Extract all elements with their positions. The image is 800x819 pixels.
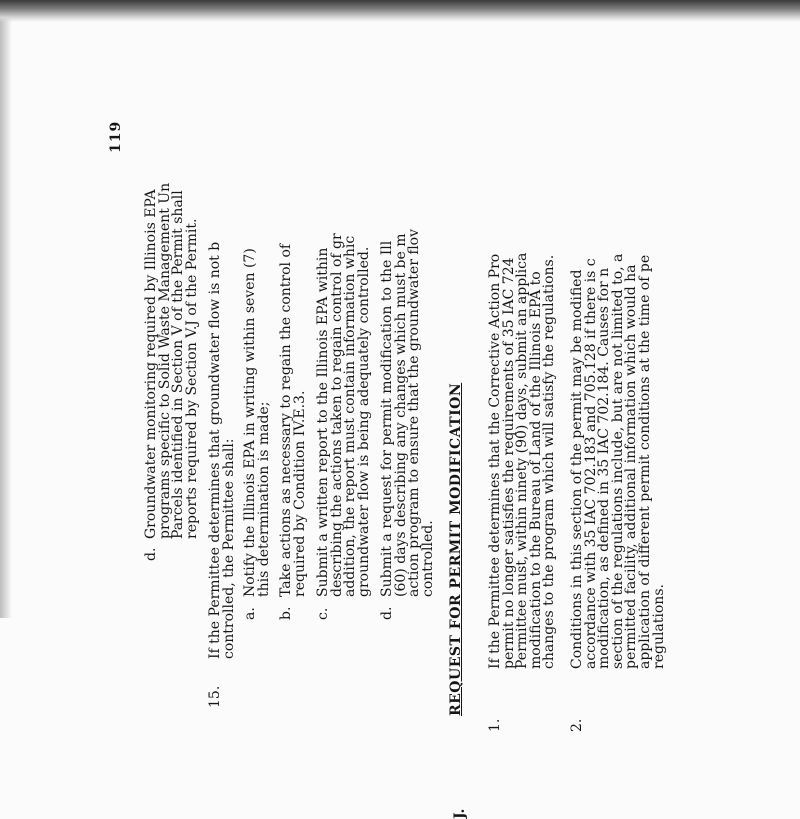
text-line: section of the regulations include, but are not limited to, a xyxy=(609,253,626,669)
text-line: Permittee must, within ninety (90) days, submit an applica xyxy=(514,252,531,669)
text-line: If the Permittee determines that groundwater flow is not b xyxy=(207,241,223,659)
item-15-text xyxy=(209,242,236,659)
text-line: Take actions as necessary to regain the control of xyxy=(278,243,294,597)
subitem-c-text xyxy=(317,233,371,597)
text-line: accordance with 35 IAC 702.183 and 705.128 if there is c xyxy=(582,258,599,669)
document-page xyxy=(100,109,800,819)
text-line: changes to the program which will satisfy the regulations. xyxy=(541,254,558,669)
scan-shadow xyxy=(0,0,800,22)
subitem-a-text xyxy=(244,248,271,597)
section-j-letter: J. xyxy=(452,808,468,819)
text-line: Notify the Illinois EPA in writing within seven (7) xyxy=(242,248,258,597)
text-line: modification to the Bureau of Land of the Illinois EPA to xyxy=(527,271,544,669)
text-line: controlled, the Permittee shall: xyxy=(220,438,237,659)
text-line: this determination is made; xyxy=(255,401,272,597)
subitem-b-text xyxy=(280,244,307,597)
page-number: 119 xyxy=(108,120,124,153)
text-line: reports required by Section V.J of the Permit. xyxy=(183,218,200,539)
section-j-item-1-text xyxy=(489,253,557,669)
text-line: Conditions in this section of the permit may be modified xyxy=(569,269,585,669)
text-line: Parcels identified in Section V of the Permit shall xyxy=(170,190,187,539)
text-line: modification, as defined in 35 IAC 702.184. Causes for n xyxy=(596,267,613,669)
text-line: Submit a written report to the Illinois EPA within xyxy=(315,247,331,597)
subitem-a-label: a. xyxy=(242,607,258,620)
section-j-item-2-number: 2. xyxy=(569,718,585,732)
text-line: permit no longer satisfies the requirements of 35 IAC 724 xyxy=(500,257,517,669)
item-d-label: d. xyxy=(143,547,159,561)
text-line: Submit a request for permit modification to the Ill xyxy=(379,240,395,597)
section-j-item-2-text xyxy=(571,254,666,669)
text-line: addition, the report must contain information whic xyxy=(342,235,359,597)
text-line: groundwater flow is being adequately controlled. xyxy=(355,246,372,597)
text-line: (60) days describing any changes which must be m xyxy=(392,233,409,597)
text-line: regulations. xyxy=(650,584,667,669)
text-line: programs specific to Solid Waste Management Un xyxy=(156,182,173,539)
item-d-text xyxy=(145,183,199,539)
text-line: action program to ensure that the groundwater flov xyxy=(406,228,423,597)
text-line: application of different permit conditions at the time of pe xyxy=(636,254,653,669)
subitem-d-text xyxy=(381,229,435,597)
subitem-b-label: b. xyxy=(278,606,294,620)
subitem-c-label: c. xyxy=(315,607,331,620)
text-line: controlled. xyxy=(419,520,436,597)
subitem-d-label: d. xyxy=(379,606,395,620)
section-j-item-1-number: 1. xyxy=(487,718,503,732)
text-line: required by Condition IV.E.3. xyxy=(291,390,308,597)
text-line: If the Permittee determines that the Corrective Action Pro xyxy=(487,253,503,669)
text-line: permitted facility, additional information which would ha xyxy=(623,264,640,669)
section-j-heading: REQUEST FOR PERMIT MODIFICATION xyxy=(448,382,464,716)
text-line: describing the actions taken to regain control of gr xyxy=(328,233,345,597)
text-line: Groundwater monitoring required by Illinois EPA xyxy=(143,189,159,539)
item-15-number: 15. xyxy=(207,685,223,708)
scan-edge xyxy=(0,0,12,618)
